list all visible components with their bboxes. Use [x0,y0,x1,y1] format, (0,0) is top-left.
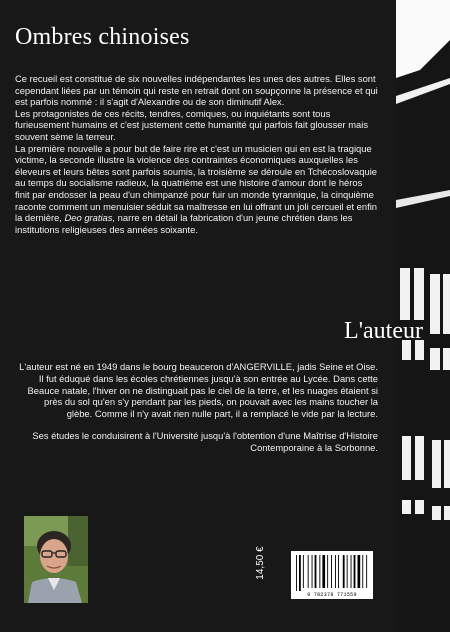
summary-text: narre en détail la fabrication d'un jeune chrétien dans les institutions religieuses des années soixante. [15,212,353,235]
summary-paragraph [15,143,378,236]
barcode-bar [347,555,348,588]
barcode-bar [351,555,352,588]
story-title-deo-gratias: Deo gratias, [64,212,116,224]
barcode-bar [303,555,304,588]
bio-paragraph: L'auteur est né en 1949 dans le bourg beauceron d'ANGERVILLE, jadis Seine et Oise. Il fut éduqué dans les écoles chrétiennes jusqu'à son entrée au Lycée. Dans cette Beauce natale, l'hiver on ne distinguait pas le ciel de la terre, et les nuages étaient si près du sol qu'en s'y pendant par les pieds, on pouvait avec les mains toucher la glèbe. Comme il n'y avait rien nulle part, il a remplacé le vide par la lecture. [19,361,378,420]
isbn-barcode [291,551,373,599]
barcode-bar [358,555,361,588]
bio-paragraph: Ses études le conduisirent à l'Université jusqu'à l'obtention d'une Maîtrise d'Histoire Contemporaine à la Sorbonne. [32,429,378,453]
summary-paragraph: Ce recueil est constitué de six nouvelles indépendantes les unes des autres. Elles sont cependant liées par un témoin qui reste en retrait dont on soupçonne la présence et qui est parfois nommé : il s'agit d'Alexandre ou de son diminutif Alex. [15,73,378,108]
barcode-bar [338,555,339,588]
book-summary [15,73,378,235]
barcode-bar [362,555,363,588]
barcode-bar [343,555,345,588]
barcode-bar [322,555,325,588]
book-title: Ombres chinoises [15,24,190,50]
author-photo [24,516,88,603]
barcode-bar [327,555,328,588]
barcode-bar [319,555,320,588]
barcode-bar [308,555,309,588]
author-bio [18,361,378,454]
barcode-bar [299,555,301,591]
barcode-bar [354,555,356,588]
barcode-bar [335,555,336,588]
barcode-bar [366,555,367,588]
barcode-bar [296,555,297,591]
price-label: 14,50 € [255,546,266,580]
author-heading: L'auteur [344,318,423,344]
summary-paragraph: Les protagonistes de ces récits, tendres, comiques, ou inquiétants sont tous furieusement humains et c'est justement cette humanité qui parfois fait glousser mais souvent sème la terreur. [15,107,369,142]
barcode-bar [315,555,317,588]
barcode-bar [331,555,332,588]
barcode-bar [312,555,313,588]
isbn-number: 9 782378 771559 [307,592,357,598]
summary-text: La première nouvelle a pour but de faire rire et c'est un musicien qui en est la tragique victime, la seconde illustre la violence des contraintes économiques auxquelles les éleveurs et leurs bêtes sont parfois soumis, la troisième se déroule en Tchécoslovaquie au temps du socialisme radieux, la quatrième est une histoire d'amour dont le héros finit par endosser la peau d'un chimpanzé pour fuir un monde tyrannique, la cinquième raconte comment un menuisier séduit sa maîtresse en lui offrant un joli cercueil et enfin la dernière, [15,142,377,224]
